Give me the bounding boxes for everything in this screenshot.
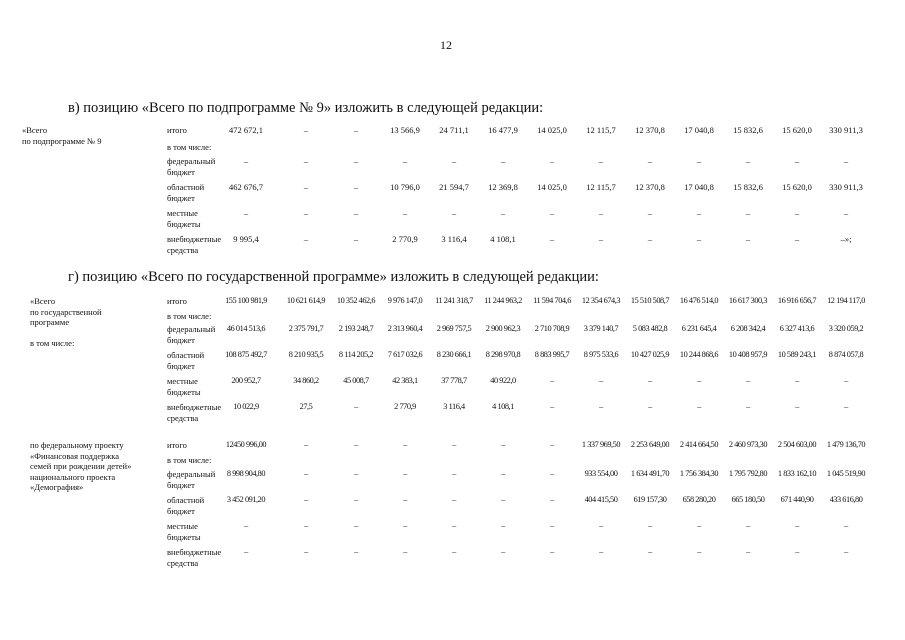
value-cell: – [598, 208, 604, 218]
value-cell: 11 594 704,6 [533, 296, 571, 305]
value-cell: – [696, 156, 702, 166]
value-cell: 11 241 318,7 [435, 296, 473, 305]
funding-source-label: местные бюджеты [167, 208, 201, 229]
value-cell: 665 180,50 [731, 495, 765, 504]
value-cell: – [452, 440, 456, 449]
value-cell: 12 115,7 [586, 182, 616, 192]
value-cell: 200 952,7 [231, 376, 261, 385]
value-cell: 14 025,0 [537, 125, 567, 135]
value-cell: – [648, 521, 652, 530]
value-cell: – [354, 402, 358, 411]
value-cell: – [550, 547, 554, 556]
value-cell: 671 440,90 [780, 495, 814, 504]
funding-source-label: областной бюджет [167, 350, 205, 371]
value-cell: 1 337 969,50 [581, 440, 621, 449]
value-cell: – [243, 208, 249, 218]
value-cell: 9 976 147,0 [387, 296, 423, 305]
value-cell: 17 040,8 [684, 125, 714, 135]
value-cell: – [599, 402, 603, 411]
value-cell: – [304, 495, 308, 504]
value-cell: – [843, 156, 849, 166]
value-cell: – [452, 469, 456, 478]
value-cell: –»; [840, 234, 852, 244]
funding-source-label: федеральный бюджет [167, 156, 216, 177]
value-cell: 3 379 140,7 [583, 324, 619, 333]
funding-source-label: в том числе: [167, 311, 212, 321]
value-cell: – [452, 547, 456, 556]
value-cell: 16 916 656,7 [777, 296, 817, 305]
funding-source-label: местные бюджеты [167, 376, 201, 397]
value-cell: – [599, 547, 603, 556]
value-cell: 10 796,0 [390, 182, 420, 192]
value-cell: – [795, 547, 799, 556]
value-cell: 4 108,1 [492, 402, 514, 411]
value-cell: – [353, 208, 359, 218]
value-cell: 3 452 091,20 [226, 495, 266, 504]
value-cell: 1 045 519,90 [826, 469, 866, 478]
value-cell: 9 995,4 [233, 234, 259, 244]
value-cell: – [501, 469, 505, 478]
value-cell: – [354, 521, 358, 530]
value-cell: – [354, 469, 358, 478]
value-cell: – [647, 208, 653, 218]
value-cell: 2 969 757,5 [436, 324, 472, 333]
value-cell: – [598, 234, 604, 244]
group-label: «Всего по государственной программе в том числе: [30, 296, 102, 348]
value-cell: 15 620,0 [782, 125, 812, 135]
funding-source-label: областной бюджет [167, 182, 205, 203]
value-cell: 34 860,2 [293, 376, 319, 385]
value-cell: – [745, 208, 751, 218]
value-cell: 8 998 904,80 [226, 469, 266, 478]
value-cell: – [304, 469, 308, 478]
value-cell: 13 566,9 [390, 125, 420, 135]
value-cell: 2 504 603,00 [777, 440, 817, 449]
value-cell: – [844, 521, 848, 530]
value-cell: – [303, 234, 309, 244]
value-cell: 10 408 957,9 [728, 350, 768, 359]
value-cell: – [354, 547, 358, 556]
value-cell: 46 014 513,6 [226, 324, 266, 333]
value-cell: 3 320 059,2 [828, 324, 864, 333]
value-cell: – [795, 376, 799, 385]
value-cell: – [795, 402, 799, 411]
value-cell: 12 370,8 [635, 182, 665, 192]
value-cell: – [500, 156, 506, 166]
value-cell: – [452, 521, 456, 530]
funding-source-label: итого [167, 440, 187, 450]
value-cell: – [697, 521, 701, 530]
value-cell: – [403, 469, 407, 478]
value-cell: 330 911,3 [829, 182, 863, 192]
value-cell: – [746, 376, 750, 385]
value-cell: 10 589 243,1 [777, 350, 817, 359]
value-cell: 4 108,1 [490, 234, 516, 244]
value-cell: 933 554,00 [584, 469, 618, 478]
value-cell: 433 616,80 [829, 495, 863, 504]
value-cell: – [402, 208, 408, 218]
value-cell: 40 922,0 [490, 376, 516, 385]
value-cell: – [244, 547, 248, 556]
funding-source-label: областной бюджет [167, 495, 205, 516]
value-cell: 5 083 482,8 [632, 324, 668, 333]
value-cell: – [843, 208, 849, 218]
value-cell: – [794, 156, 800, 166]
value-cell: 6 327 413,6 [779, 324, 815, 333]
funding-source-label: итого [167, 125, 187, 135]
value-cell: – [550, 402, 554, 411]
value-cell: 2 770,9 [392, 234, 418, 244]
value-cell: – [549, 208, 555, 218]
value-cell: 14 025,0 [537, 182, 567, 192]
value-cell: – [550, 376, 554, 385]
value-cell: – [402, 156, 408, 166]
page-number: 12 [440, 38, 452, 52]
group-label: по федеральному проекту «Финансовая поддержка семей при рождении детей» национального проекта «Демография» [30, 440, 132, 492]
value-cell: 1 479 136,70 [826, 440, 866, 449]
value-cell: – [303, 208, 309, 218]
value-cell: – [243, 156, 249, 166]
funding-source-label: итого [167, 296, 187, 306]
value-cell: 2 193 248,7 [338, 324, 374, 333]
value-cell: 8 883 995,7 [534, 350, 570, 359]
value-cell: 16 617 300,3 [728, 296, 768, 305]
value-cell: – [697, 376, 701, 385]
value-cell: 15 620,0 [782, 182, 812, 192]
value-cell: – [353, 125, 359, 135]
value-cell: 2 770,9 [394, 402, 416, 411]
value-cell: 10 352 462,6 [336, 296, 376, 305]
value-cell: 108 875 492,7 [225, 350, 267, 359]
value-cell: – [403, 495, 407, 504]
value-cell: – [549, 234, 555, 244]
value-cell: 37 778,7 [441, 376, 467, 385]
value-cell: 12 354 674,3 [581, 296, 621, 305]
value-cell: – [500, 208, 506, 218]
value-cell: 2 313 960,4 [387, 324, 423, 333]
value-cell: 8 114 205,2 [338, 350, 374, 359]
value-cell: 3 116,4 [443, 402, 465, 411]
section-heading-v: в) позицию «Всего по подпрограмме № 9» изложить в следующей редакции: [68, 100, 544, 116]
value-cell: 2 375 791,7 [288, 324, 324, 333]
value-cell: 12450 996,00 [225, 440, 267, 449]
value-cell: – [794, 234, 800, 244]
value-cell: 462 676,7 [229, 182, 263, 192]
value-cell: – [303, 182, 309, 192]
value-cell: 17 040,8 [684, 182, 714, 192]
value-cell: – [501, 521, 505, 530]
value-cell: 12 370,8 [635, 125, 665, 135]
value-cell: – [501, 547, 505, 556]
value-cell: 16 477,9 [488, 125, 518, 135]
value-cell: 21 594,7 [439, 182, 469, 192]
value-cell: – [501, 495, 505, 504]
value-cell: – [304, 521, 308, 530]
value-cell: 1 795 792,80 [728, 469, 768, 478]
value-cell: – [746, 521, 750, 530]
value-cell: 10 621 614,9 [286, 296, 326, 305]
value-cell: – [647, 234, 653, 244]
value-cell: – [550, 469, 554, 478]
value-cell: 8 210 935,5 [288, 350, 324, 359]
value-cell: 12 194 117,0 [827, 296, 865, 305]
value-cell: – [549, 156, 555, 166]
value-cell: – [451, 208, 457, 218]
value-cell: 15 510 508,7 [630, 296, 670, 305]
funding-source-label: внебюджетные средства [167, 402, 222, 423]
value-cell: 6 231 645,4 [681, 324, 717, 333]
value-cell: 10 022,9 [233, 402, 259, 411]
funding-source-label: в том числе: [167, 142, 212, 152]
value-cell: – [599, 521, 603, 530]
value-cell: – [647, 156, 653, 166]
value-cell: 3 116,4 [441, 234, 467, 244]
value-cell: 2 414 664,50 [679, 440, 719, 449]
value-cell: – [403, 440, 407, 449]
value-cell: 330 911,3 [829, 125, 863, 135]
value-cell: – [354, 440, 358, 449]
value-cell: – [354, 495, 358, 504]
value-cell: 1 756 384,30 [679, 469, 719, 478]
value-cell: – [598, 156, 604, 166]
value-cell: – [303, 156, 309, 166]
value-cell: – [648, 547, 652, 556]
value-cell: – [303, 125, 309, 135]
value-cell: – [501, 440, 505, 449]
value-cell: 8 874 057,8 [828, 350, 864, 359]
value-cell: – [844, 547, 848, 556]
value-cell: 10 427 025,9 [630, 350, 670, 359]
value-cell: – [403, 547, 407, 556]
funding-source-label: в том числе: [167, 455, 212, 465]
value-cell: – [550, 440, 554, 449]
value-cell: – [746, 547, 750, 556]
value-cell: 2 460 973,30 [728, 440, 768, 449]
value-cell: 12 115,7 [586, 125, 616, 135]
group-label: «Всего по подпрограмме № 9 [22, 125, 102, 146]
value-cell: 8 230 666,1 [436, 350, 472, 359]
value-cell: 45 008,7 [343, 376, 369, 385]
value-cell: – [550, 521, 554, 530]
value-cell: – [403, 521, 407, 530]
value-cell: 27,5 [299, 402, 313, 411]
value-cell: 1 634 491,70 [630, 469, 670, 478]
value-cell: 10 244 868,6 [679, 350, 719, 359]
value-cell: 2 710 708,9 [534, 324, 570, 333]
funding-source-label: внебюджетные средства [167, 547, 222, 568]
value-cell: 1 833 162,10 [777, 469, 817, 478]
value-cell: 2 253 649,00 [630, 440, 670, 449]
section-heading-g: г) позицию «Всего по государственной программе» изложить в следующей редакции: [68, 269, 599, 285]
value-cell: 12 369,8 [488, 182, 518, 192]
value-cell: 16 476 514,0 [679, 296, 719, 305]
value-cell: 7 617 032,6 [387, 350, 423, 359]
value-cell: – [844, 402, 848, 411]
value-cell: 2 900 962,3 [485, 324, 521, 333]
value-cell: – [353, 182, 359, 192]
value-cell: – [452, 495, 456, 504]
value-cell: – [353, 234, 359, 244]
value-cell: – [746, 402, 750, 411]
value-cell: – [745, 156, 751, 166]
value-cell: – [697, 547, 701, 556]
value-cell: – [599, 376, 603, 385]
value-cell: – [353, 156, 359, 166]
funding-source-label: внебюджетные средства [167, 234, 222, 255]
value-cell: 8 975 533,6 [583, 350, 619, 359]
funding-source-label: федеральный бюджет [167, 324, 216, 345]
value-cell: – [794, 208, 800, 218]
value-cell: 15 832,6 [733, 125, 763, 135]
value-cell: 619 157,30 [633, 495, 667, 504]
value-cell: – [304, 547, 308, 556]
value-cell: – [745, 234, 751, 244]
value-cell: – [696, 234, 702, 244]
value-cell: 404 415,50 [584, 495, 618, 504]
funding-source-label: местные бюджеты [167, 521, 201, 542]
value-cell: 15 832,6 [733, 182, 763, 192]
value-cell: 42 383,1 [392, 376, 418, 385]
value-cell: – [451, 156, 457, 166]
value-cell: 8 298 970,8 [485, 350, 521, 359]
value-cell: – [304, 440, 308, 449]
value-cell: – [550, 495, 554, 504]
value-cell: – [696, 208, 702, 218]
value-cell: – [648, 376, 652, 385]
value-cell: – [795, 521, 799, 530]
value-cell: 6 208 342,4 [730, 324, 766, 333]
value-cell: 658 280,20 [682, 495, 716, 504]
value-cell: – [844, 376, 848, 385]
value-cell: – [648, 402, 652, 411]
value-cell: 11 244 963,2 [484, 296, 522, 305]
funding-source-label: федеральный бюджет [167, 469, 216, 490]
value-cell: 24 711,1 [439, 125, 469, 135]
value-cell: – [244, 521, 248, 530]
value-cell: – [697, 402, 701, 411]
value-cell: 472 672,1 [229, 125, 263, 135]
value-cell: 155 100 981,9 [225, 296, 267, 305]
